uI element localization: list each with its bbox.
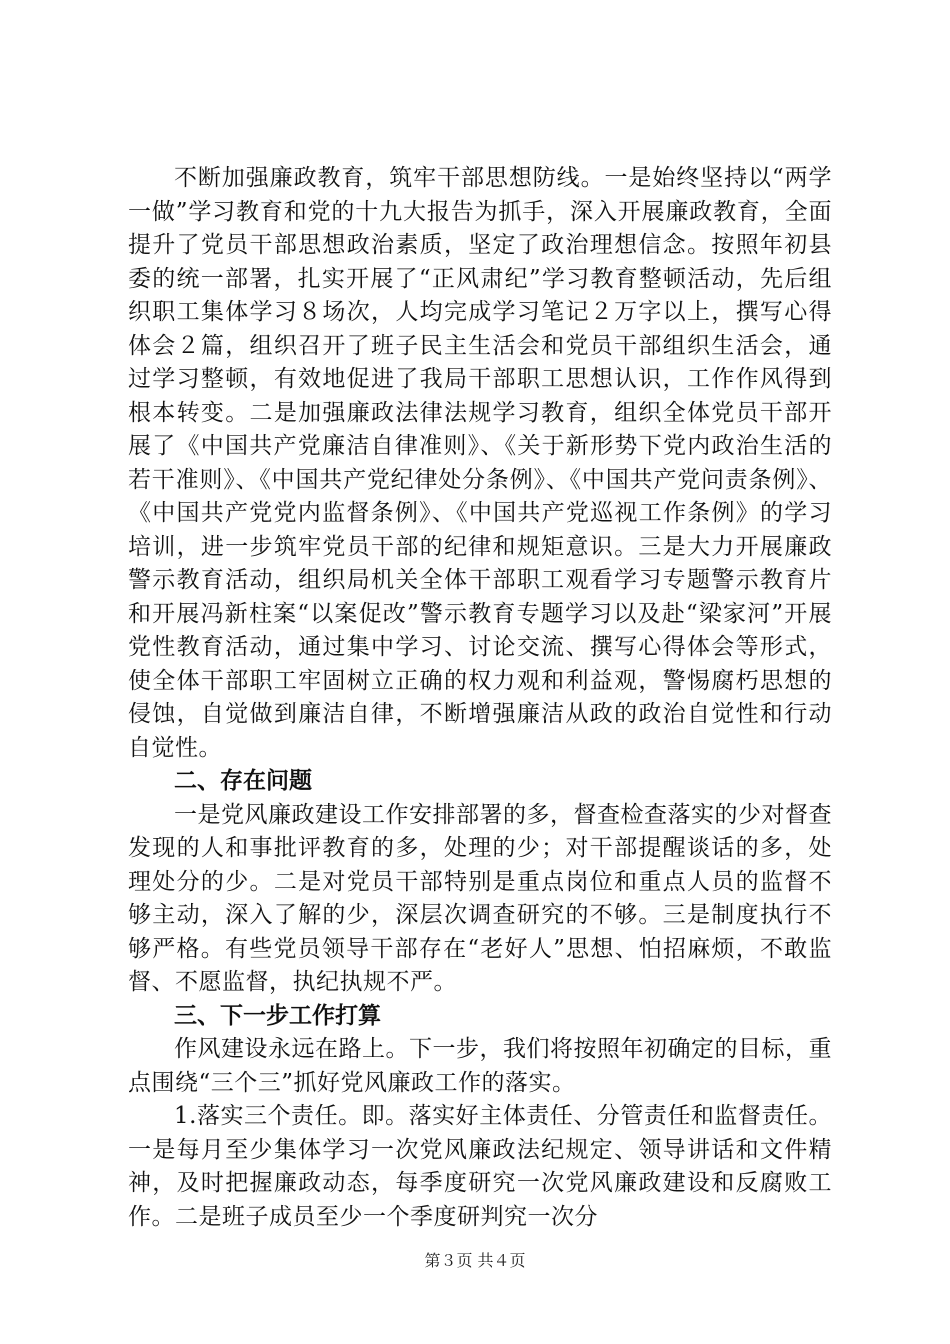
paragraph-next-steps-intro: 作风建设永远在路上。下一步，我们将按照年初确定的目标，重点围绕“三个三”抓好党风廉政工作的落实。 <box>128 1036 832 1096</box>
paragraph-education: 不断加强廉政教育，筑牢干部思想防线。一是始终坚持以“两学一做”学习教育和党的十九大报告为抓手，深入开展廉政教育，全面提升了党员干部思想政治素质，坚定了政治理想信念。按照年初县委的统一部署，扎实开展了“正风肃纪”学习教育整顿活动，先后组织职工集体学习８场次，人均完成学习笔记２万字以上，撰写心得体会２篇，组织召开了班子民主生活会和党员干部组织生活会，通过学习整顿，有效地促进了我局干部职工思想认识，工作作风得到根本转变。二是加强廉政法律法规学习教育，组织全体党员干部开展了《中国共产党廉洁自律准则》、《关于新形势下党内政治生活的若干准则》、《中国共产党纪律处分条例》、《中国共产党问责条例》、《中国共产党党内监督条例》、《中国共产党巡视工作条例》的学习培训，进一步筑牢党员干部的纪律和规矩意识。三是大力开展廉政警示教育活动，组织局机关全体干部职工观看学习专题警示教育片和开展冯新柱案“以案促改”警示教育专题学习以及赴“梁家河”开展党性教育活动，通过集中学习、讨论交流、撰写心得体会等形式，使全体干部职工牢固树立正确的权力观和利益观，警惕腐朽思想的侵蚀，自觉做到廉洁自律，不断增强廉洁从政的政治自觉性和行动自觉性。 <box>128 165 832 761</box>
paragraph-problems: 一是党风廉政建设工作安排部署的多，督查检查落实的少对督查发现的人和事批评教育的多，处理的少；对干部提醒谈话的多，处理处分的少。二是对党员干部特别是重点岗位和重点人员的监督不够主动，深入了解的少，深层次调查研究的不够。三是制度执行不够严格。有些党员领导干部存在“老好人”思想、怕招麻烦，不敢监督、不愿监督，执纪执规不严。 <box>128 801 832 995</box>
section-heading-next-steps: 三、下一步工作打算 <box>174 1002 381 1029</box>
paragraph-three-responsibilities: 1.落实三个责任。即。落实好主体责任、分管责任和监督责任。一是每月至少集体学习一次党风廉政法纪规定、领导讲话和文件精神，及时把握廉政动态，每季度研究一次党风廉政建设和反腐败工作。二是班子成员至少一个季度研判究一次分 <box>128 1103 832 1230</box>
page-footer: 第３页 共４页 <box>424 1251 526 1270</box>
section-heading-problems: 二、存在问题 <box>174 768 312 794</box>
document-body <box>128 162 832 1234</box>
